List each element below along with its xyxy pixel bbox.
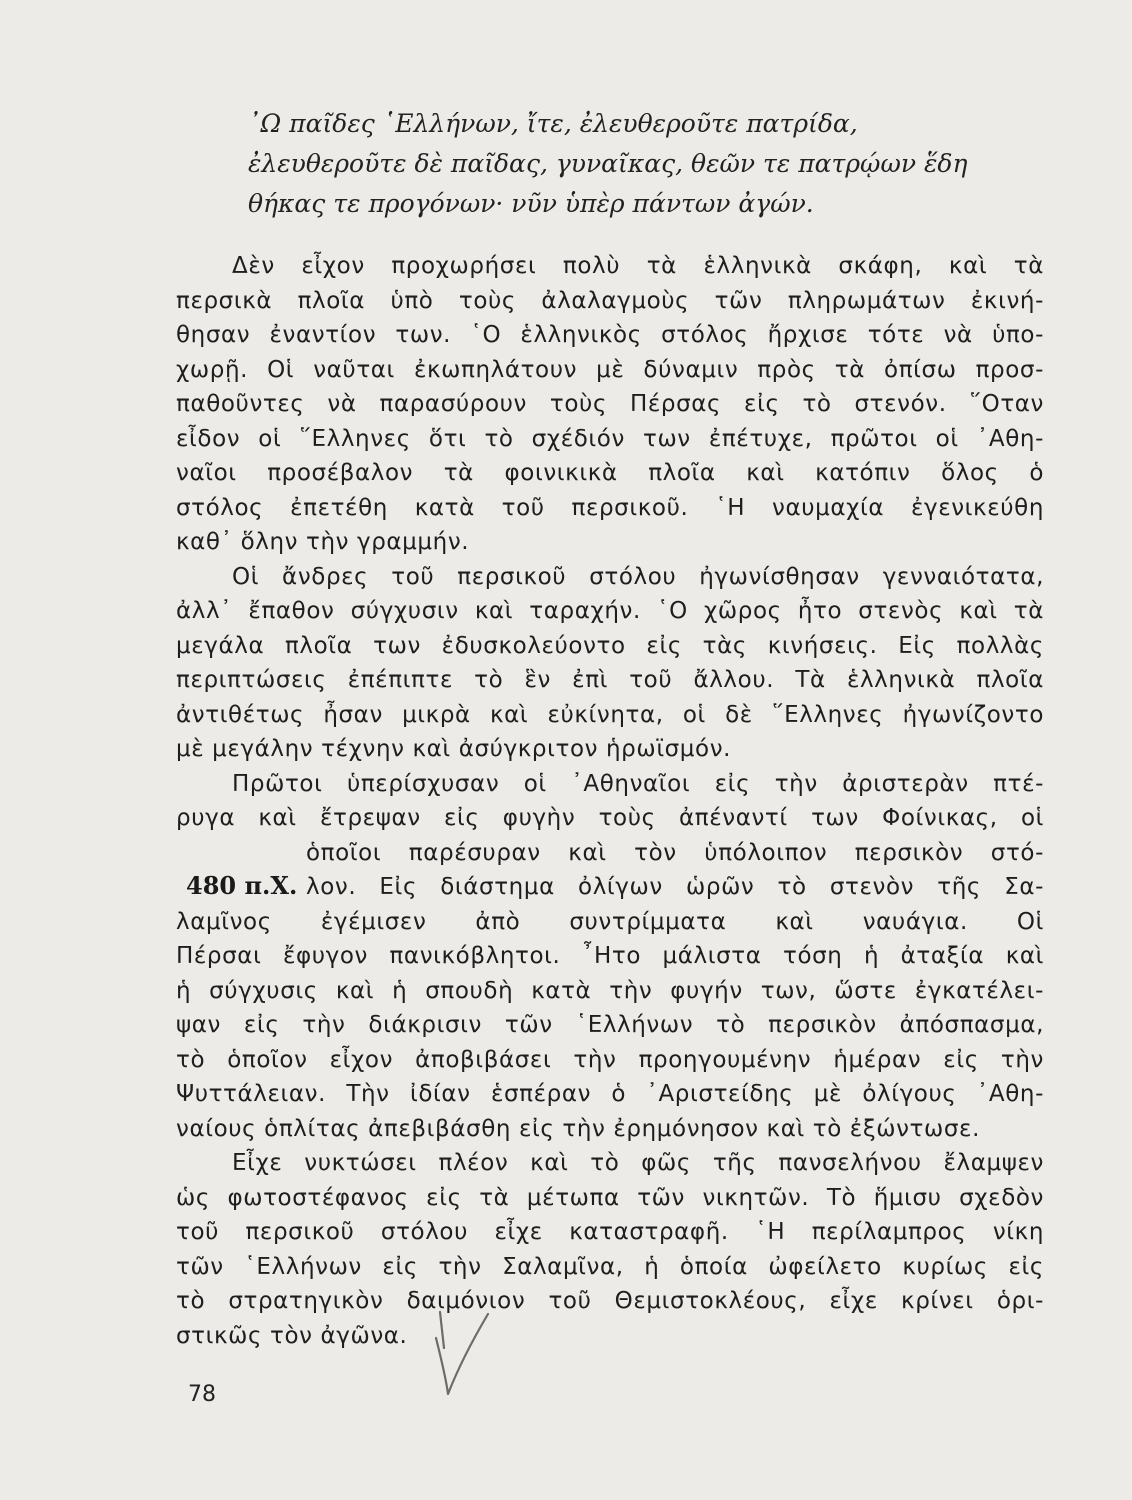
text-line: τῶν ῾Ελλήνων εἰς τὴν Σαλαμῖνα, ἡ ὁποία ὠφείλετο κυρίως εἰς — [176, 1253, 1044, 1280]
text-line: Πρῶτοι ὑπερίσχυσαν οἱ ᾽Αθηναῖοι εἰς τὴν ἀριστερὰν πτέ- — [232, 770, 1044, 797]
text-line: εἶδον οἱ ῞Ελληνες ὅτι τὸ σχέδιόν των ἐπέτυχε, πρῶτοι οἱ ᾽Αθη- — [176, 425, 1044, 452]
text-line: ἀλλ᾽ ἔπαθον σύγχυσιν καὶ ταραχήν. ῾Ο χῶρος ἦτο στενὸς καὶ τὰ — [176, 598, 1044, 624]
text-line: Δὲν εἶχον προχωρήσει πολὺ τὰ ἑλληνικὰ σκάφη, καὶ τὰ — [232, 253, 1044, 279]
text-line: τὸ στρατηγικὸν δαιμόνιον τοῦ Θεμιστοκλέους, εἶχε κρίνει ὁρι- — [176, 1288, 1044, 1314]
text-line: μεγάλα πλοῖα των ἐδυσκολεύοντο εἰς τὰς κινήσεις. Εἰς πολλὰς — [176, 632, 1044, 659]
text-line: περιπτώσεις ἐπέπιπτε τὸ ἓν ἐπὶ τοῦ ἄλλου. Τὰ ἑλληνικὰ πλοῖα — [176, 667, 1044, 693]
text-line: περσικὰ πλοῖα ὑπὸ τοὺς ἀλαλαγμοὺς τῶν πληρωμάτων ἐκινή- — [176, 287, 1044, 314]
text-line: θησαν ἐναντίον των. ῾Ο ἑλληνικὸς στόλος ἤρχισε τότε νὰ ὑπο- — [176, 322, 1044, 348]
epigraph-line: ᾽Ω παῖδες ῾Ελλήνων, ἴτε, ἐλευθεροῦτε πατρίδα, — [248, 109, 858, 138]
text-line: τοῦ περσικοῦ στόλου εἶχε καταστραφῆ. ῾Η περίλαμπρος νίκη — [176, 1219, 1044, 1245]
page-number: 78 — [188, 1382, 216, 1407]
text-line: τὸ ὁποῖον εἶχον ἀποβιβάσει τὴν προηγουμένην ἡμέραν εἰς τὴν — [176, 1046, 1044, 1073]
text-line: ἀντιθέτως ἦσαν μικρὰ καὶ εὐκίνητα, οἱ δὲ ῞Ελληνες ἠγωνίζοντο — [176, 701, 1044, 728]
epigraph-line: θήκας τε προγόνων· νῦν ὑπὲρ πάντων ἀγών. — [248, 189, 814, 218]
pencil-checkmark-icon — [432, 1308, 492, 1398]
text-line: παθοῦντες νὰ παρασύρουν τοὺς Πέρσας εἰς τὸ στενόν. ῞Οταν — [176, 391, 1044, 417]
margin-date-note: 480 π.Χ. — [186, 871, 298, 900]
text-line: λον. Εἰς διάστημα ὀλίγων ὡρῶν τὸ στενὸν τῆς Σα- — [306, 874, 1044, 900]
body-text — [176, 249, 1044, 1353]
epigraph — [248, 104, 1008, 224]
text-line: μὲ μεγάλην τέχνην καὶ ἀσύγκριτον ἡρωϊσμόν. — [176, 736, 732, 762]
text-line: ὁποῖοι παρέσυραν καὶ τὸν ὑπόλοιπον περσικὸν στό- — [306, 839, 1044, 866]
text-line: στόλος ἐπετέθη κατὰ τοῦ περσικοῦ. ῾Η ναυμαχία ἐγενικεύθη — [176, 494, 1044, 521]
text-line: ὡς φωτοστέφανος εἰς τὰ μέτωπα τῶν νικητῶν. Τὸ ἥμισυ σχεδὸν — [176, 1184, 1044, 1211]
text-line: καθ᾽ ὅλην τὴν γραμμήν. — [176, 529, 470, 555]
text-line: ρυγα καὶ ἔτρεψαν εἰς φυγὴν τοὺς ἀπέναντί των Φοίνικας, οἱ — [176, 805, 1044, 831]
text-line: ψαν εἰς τὴν διάκρισιν τῶν ῾Ελλήνων τὸ περσικὸν ἀπόσπασμα, — [176, 1012, 1044, 1038]
text-line: Οἱ ἄνδρες τοῦ περσικοῦ στόλου ἠγωνίσθησαν γενναιότατα, — [232, 563, 1044, 590]
text-line: χωρῇ. Οἱ ναῦται ἐκωπηλάτουν μὲ δύναμιν πρὸς τὰ ὀπίσω προσ- — [176, 356, 1044, 383]
text-line: στικῶς τὸν ἀγῶνα. — [176, 1322, 408, 1349]
text-line: λαμῖνος ἐγέμισεν ἀπὸ συντρίμματα καὶ ναυάγια. Οἱ — [176, 908, 1044, 935]
text-line: Ψυττάλειαν. Τὴν ἰδίαν ἑσπέραν ὁ ᾽Αριστείδης μὲ ὀλίγους ᾽Αθη- — [176, 1081, 1044, 1107]
text-line: ἡ σύγχυσις καὶ ἡ σπουδὴ κατὰ τὴν φυγήν των, ὥστε ἐγκατέλει- — [176, 977, 1044, 1004]
text-line: ναίους ὁπλίτας ἀπεβιβάσθη εἰς τὴν ἐρημόνησον καὶ τὸ ἐξώντωσε. — [176, 1115, 980, 1142]
text-line: ναῖοι προσέβαλον τὰ φοινικικὰ πλοῖα καὶ κατόπιν ὅλος ὁ — [176, 460, 1044, 486]
text-line: Εἶχε νυκτώσει πλέον καὶ τὸ φῶς τῆς πανσελήνου ἔλαμψεν — [232, 1150, 1044, 1176]
epigraph-line: ἐλευθεροῦτε δὲ παῖδας, γυναῖκας, θεῶν τε πατρῴων ἕδη — [248, 149, 968, 178]
text-line: Πέρσαι ἔφυγον πανικόβλητοι. ῏Ητο μάλιστα τόση ἡ ἀταξία καὶ — [176, 943, 1044, 969]
